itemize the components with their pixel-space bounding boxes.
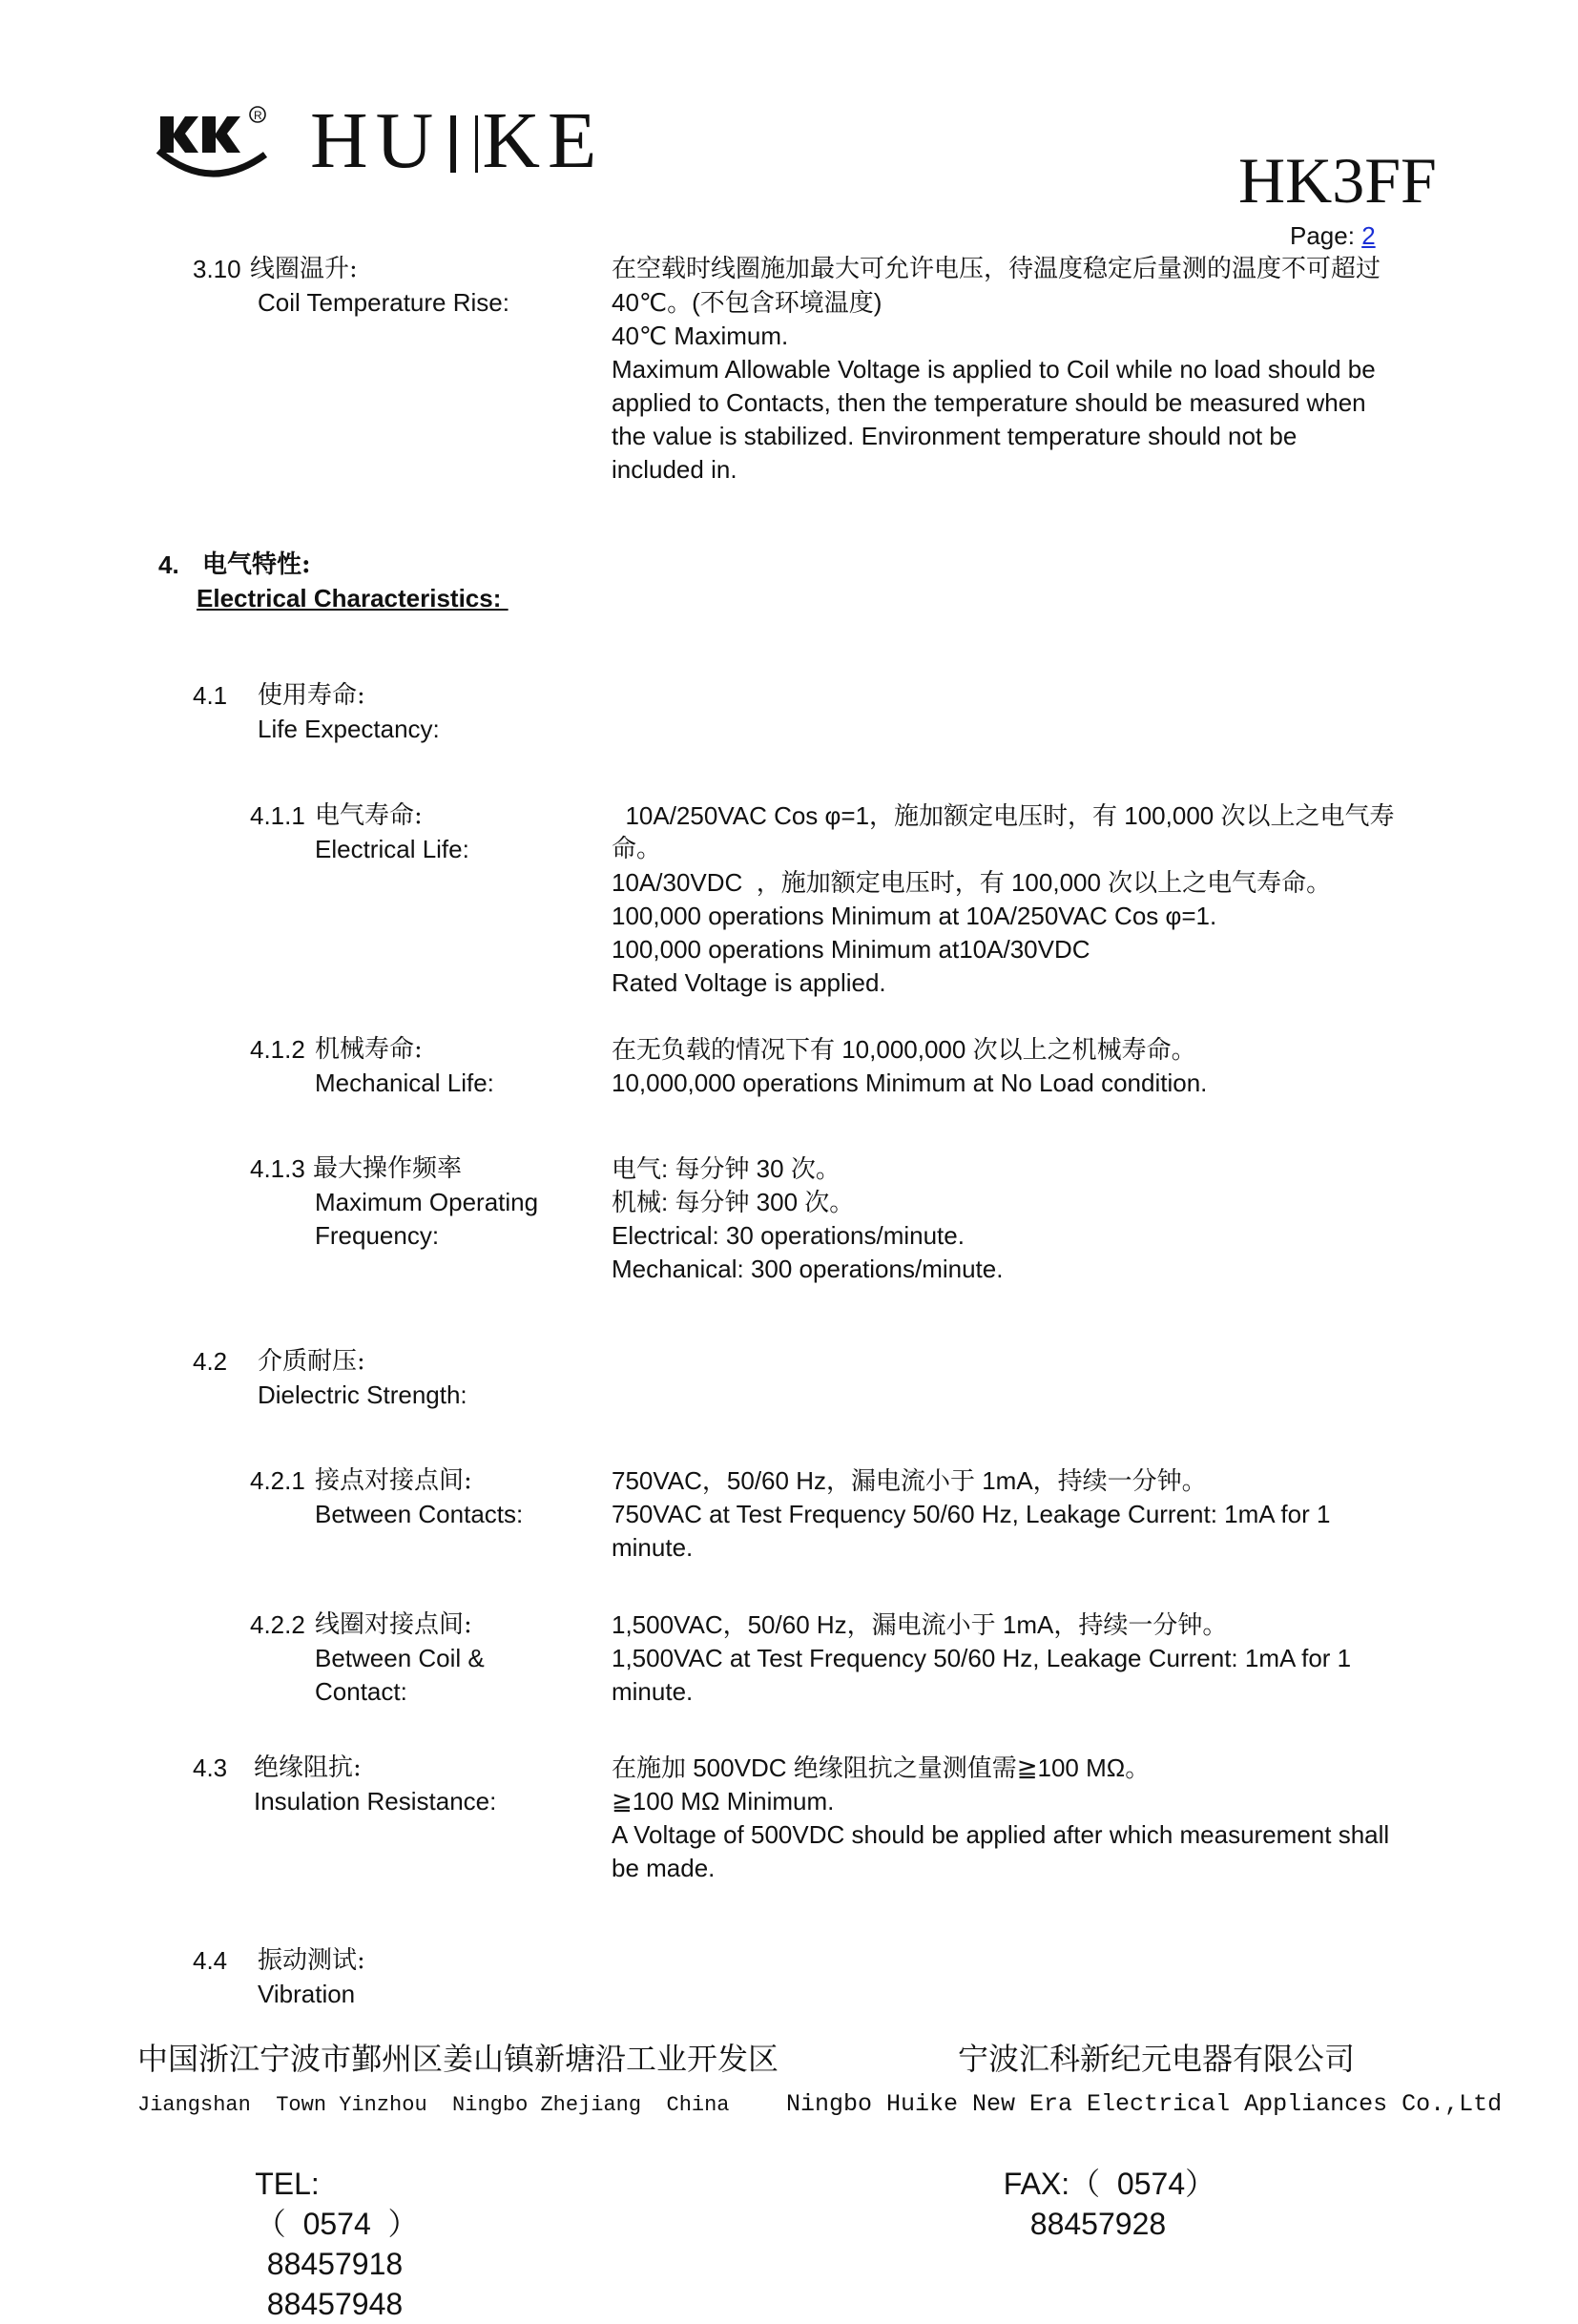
section-4-2-2-title-en-line2: Contact: xyxy=(315,1677,407,1706)
footer-address-cn: 中国浙江宁波市鄞州区姜山镇新塘沿工业开发区 xyxy=(137,2041,779,2077)
section-4-1-3-title-en-line2: Frequency: xyxy=(315,1221,440,1250)
body-line: 40℃。(不包含环境温度) xyxy=(612,288,882,317)
section-4-2-1-body xyxy=(612,1464,1330,1565)
page-indicator xyxy=(1290,219,1376,253)
body-line: 1,500VAC at Test Frequency 50/60 Hz, Leakage Current: 1mA for 1 xyxy=(612,1644,1352,1672)
section-4-2-title-en: Dielectric Strength: xyxy=(258,1380,467,1409)
footer-fax xyxy=(986,2124,1215,2244)
section-3-10-body xyxy=(612,253,1381,487)
brand-mark-i xyxy=(450,115,478,173)
section-4-1-2-body xyxy=(612,1033,1207,1100)
body-line: 40℃ Maximum. xyxy=(612,322,789,350)
section-4-2-2-number: 4.2.2 xyxy=(250,1610,305,1639)
section-4-3-number: 4.3 xyxy=(193,1753,228,1782)
body-line: 机械: 每分钟 300 次。 xyxy=(612,1188,855,1216)
section-4-2-title-cn: 介质耐压: xyxy=(258,1347,365,1376)
body-line: Maximum Allowable Voltage is applied to Coil while no load should be xyxy=(612,355,1376,384)
tel-label: TEL: xyxy=(255,2167,320,2201)
section-4-title-en: Electrical Characteristics: xyxy=(197,584,509,612)
model-number: HK3FF xyxy=(1238,144,1437,217)
section-4-title-cn: 电气特性: xyxy=(202,550,311,579)
body-line: minute. xyxy=(612,1533,694,1562)
section-4-1-title-cn: 使用寿命: xyxy=(258,681,365,710)
section-4-1-1-title-cn: 电气寿命: xyxy=(315,801,423,830)
body-line: 在空载时线圈施加最大可允许电压，待温度稳定后量测的温度不可超过 xyxy=(612,255,1381,283)
section-4-3-title-en: Insulation Resistance: xyxy=(254,1787,497,1816)
fax-label: FAX: xyxy=(1003,2167,1070,2201)
body-line: 10A/250VAC Cos φ=1，施加额定电压时，有 100,000 次以上之电气寿 xyxy=(612,801,1395,830)
tel-area-code: （ 0574 ） xyxy=(255,2207,419,2241)
section-4-1-2-title-cn: 机械寿命: xyxy=(315,1035,423,1064)
footer-company-cn: 宁波汇科新纪元电器有限公司 xyxy=(958,2041,1356,2077)
body-line: 电气: 每分钟 30 次。 xyxy=(612,1154,841,1183)
body-line: 100,000 operations Minimum at10A/30VDC xyxy=(612,935,1090,964)
body-line: 750VAC at Test Frequency 50/60 Hz, Leakage Current: 1mA for 1 xyxy=(612,1500,1331,1528)
brand-name-head: HU xyxy=(310,96,442,185)
body-line: minute. xyxy=(612,1677,694,1706)
footer-tel xyxy=(239,2124,419,2324)
section-4-2-1-title-cn: 接点对接点间: xyxy=(315,1466,472,1495)
body-line: Mechanical: 300 operations/minute. xyxy=(612,1255,1004,1283)
section-4-1-3-body xyxy=(612,1152,1003,1286)
body-line: Rated Voltage is applied. xyxy=(612,968,886,997)
page-number-link[interactable]: 2 xyxy=(1361,221,1376,250)
body-line: ≧100 MΩ Minimum. xyxy=(612,1787,835,1816)
section-4-3-title-cn: 绝缘阻抗: xyxy=(254,1753,362,1782)
brand-name-tail: KE xyxy=(482,96,605,185)
footer-address-en: Jiangshan Town Yinzhou Ningbo Zhejiang China xyxy=(137,2093,730,2117)
section-4-3-body xyxy=(612,1752,1389,1885)
tel-number-2: 88457948 xyxy=(266,2287,404,2321)
body-line: be made. xyxy=(612,1854,716,1882)
body-line: 命。 xyxy=(612,835,662,863)
section-4-1-number: 4.1 xyxy=(193,681,228,710)
section-4-2-2-title-en-line1: Between Coil & xyxy=(315,1644,485,1672)
section-4-2-2-title-cn: 线圈对接点间: xyxy=(315,1610,472,1639)
section-3-10-title-en: Coil Temperature Rise: xyxy=(258,288,509,317)
section-4-1-2-title-en: Mechanical Life: xyxy=(315,1069,494,1097)
body-line: the value is stabilized. Environment temperature should not be xyxy=(612,422,1298,450)
section-3-10-number: 3.10 xyxy=(193,255,241,283)
section-4-1-1-number: 4.1.1 xyxy=(250,801,305,830)
section-4-2-2-body xyxy=(612,1608,1351,1709)
body-line: 10,000,000 operations Minimum at No Load condition. xyxy=(612,1069,1208,1097)
body-line: 1,500VAC，50/60 Hz，漏电流小于 1mA，持续一分钟。 xyxy=(612,1610,1228,1639)
section-4-1-1-title-en: Electrical Life: xyxy=(315,835,469,863)
tel-number-1: 88457918 xyxy=(266,2247,404,2281)
section-4-1-3-number: 4.1.3 xyxy=(250,1154,305,1183)
section-4-1-title-en: Life Expectancy: xyxy=(258,715,440,743)
section-4-1-1-body xyxy=(612,799,1394,1000)
section-4-1-2-number: 4.1.2 xyxy=(250,1035,305,1064)
section-4-2-number: 4.2 xyxy=(193,1347,228,1376)
brand-name xyxy=(310,95,604,187)
body-line: 10A/30VDC ，施加额定电压时，有 100,000 次以上之电气寿命。 xyxy=(612,868,1332,897)
body-line: included in. xyxy=(612,455,737,484)
section-4-2-1-title-en: Between Contacts: xyxy=(315,1500,524,1528)
section-3-10-title-cn: 线圈温升: xyxy=(250,255,358,283)
footer-company-en: Ningbo Huike New Era Electrical Appliances Co.,Ltd xyxy=(786,2090,1503,2118)
section-4-4-title-cn: 振动测试: xyxy=(258,1946,365,1975)
body-line: 在无负载的情况下有 10,000,000 次以上之机械寿命。 xyxy=(612,1035,1196,1064)
body-line: applied to Contacts, then the temperature should be measured when xyxy=(612,388,1366,417)
body-line: A Voltage of 500VDC should be applied after which measurement shall xyxy=(612,1820,1390,1849)
section-4-1-3-title-cn: 最大操作频率 xyxy=(313,1154,463,1183)
section-4-4-number: 4.4 xyxy=(193,1946,228,1975)
fax-area-code: （ 0574） xyxy=(1069,2167,1216,2201)
svg-text:R: R xyxy=(254,109,262,122)
page-label: Page: xyxy=(1290,221,1355,250)
fax-number: 88457928 xyxy=(1029,2207,1167,2241)
section-4-1-3-title-en-line1: Maximum Operating xyxy=(315,1188,539,1216)
company-logo xyxy=(153,103,277,189)
section-4-2-1-number: 4.2.1 xyxy=(250,1466,305,1495)
body-line: 在施加 500VDC 绝缘阻抗之量测值需≧100 MΩ。 xyxy=(612,1753,1151,1782)
body-line: Electrical: 30 operations/minute. xyxy=(612,1221,965,1250)
section-4-number: 4. xyxy=(158,550,179,579)
huike-logo-icon xyxy=(153,103,277,189)
body-line: 750VAC，50/60 Hz，漏电流小于 1mA，持续一分钟。 xyxy=(612,1466,1207,1495)
section-4-4-title-en: Vibration xyxy=(258,1980,356,2008)
body-line: 100,000 operations Minimum at 10A/250VAC Cos φ=1. xyxy=(612,902,1217,930)
